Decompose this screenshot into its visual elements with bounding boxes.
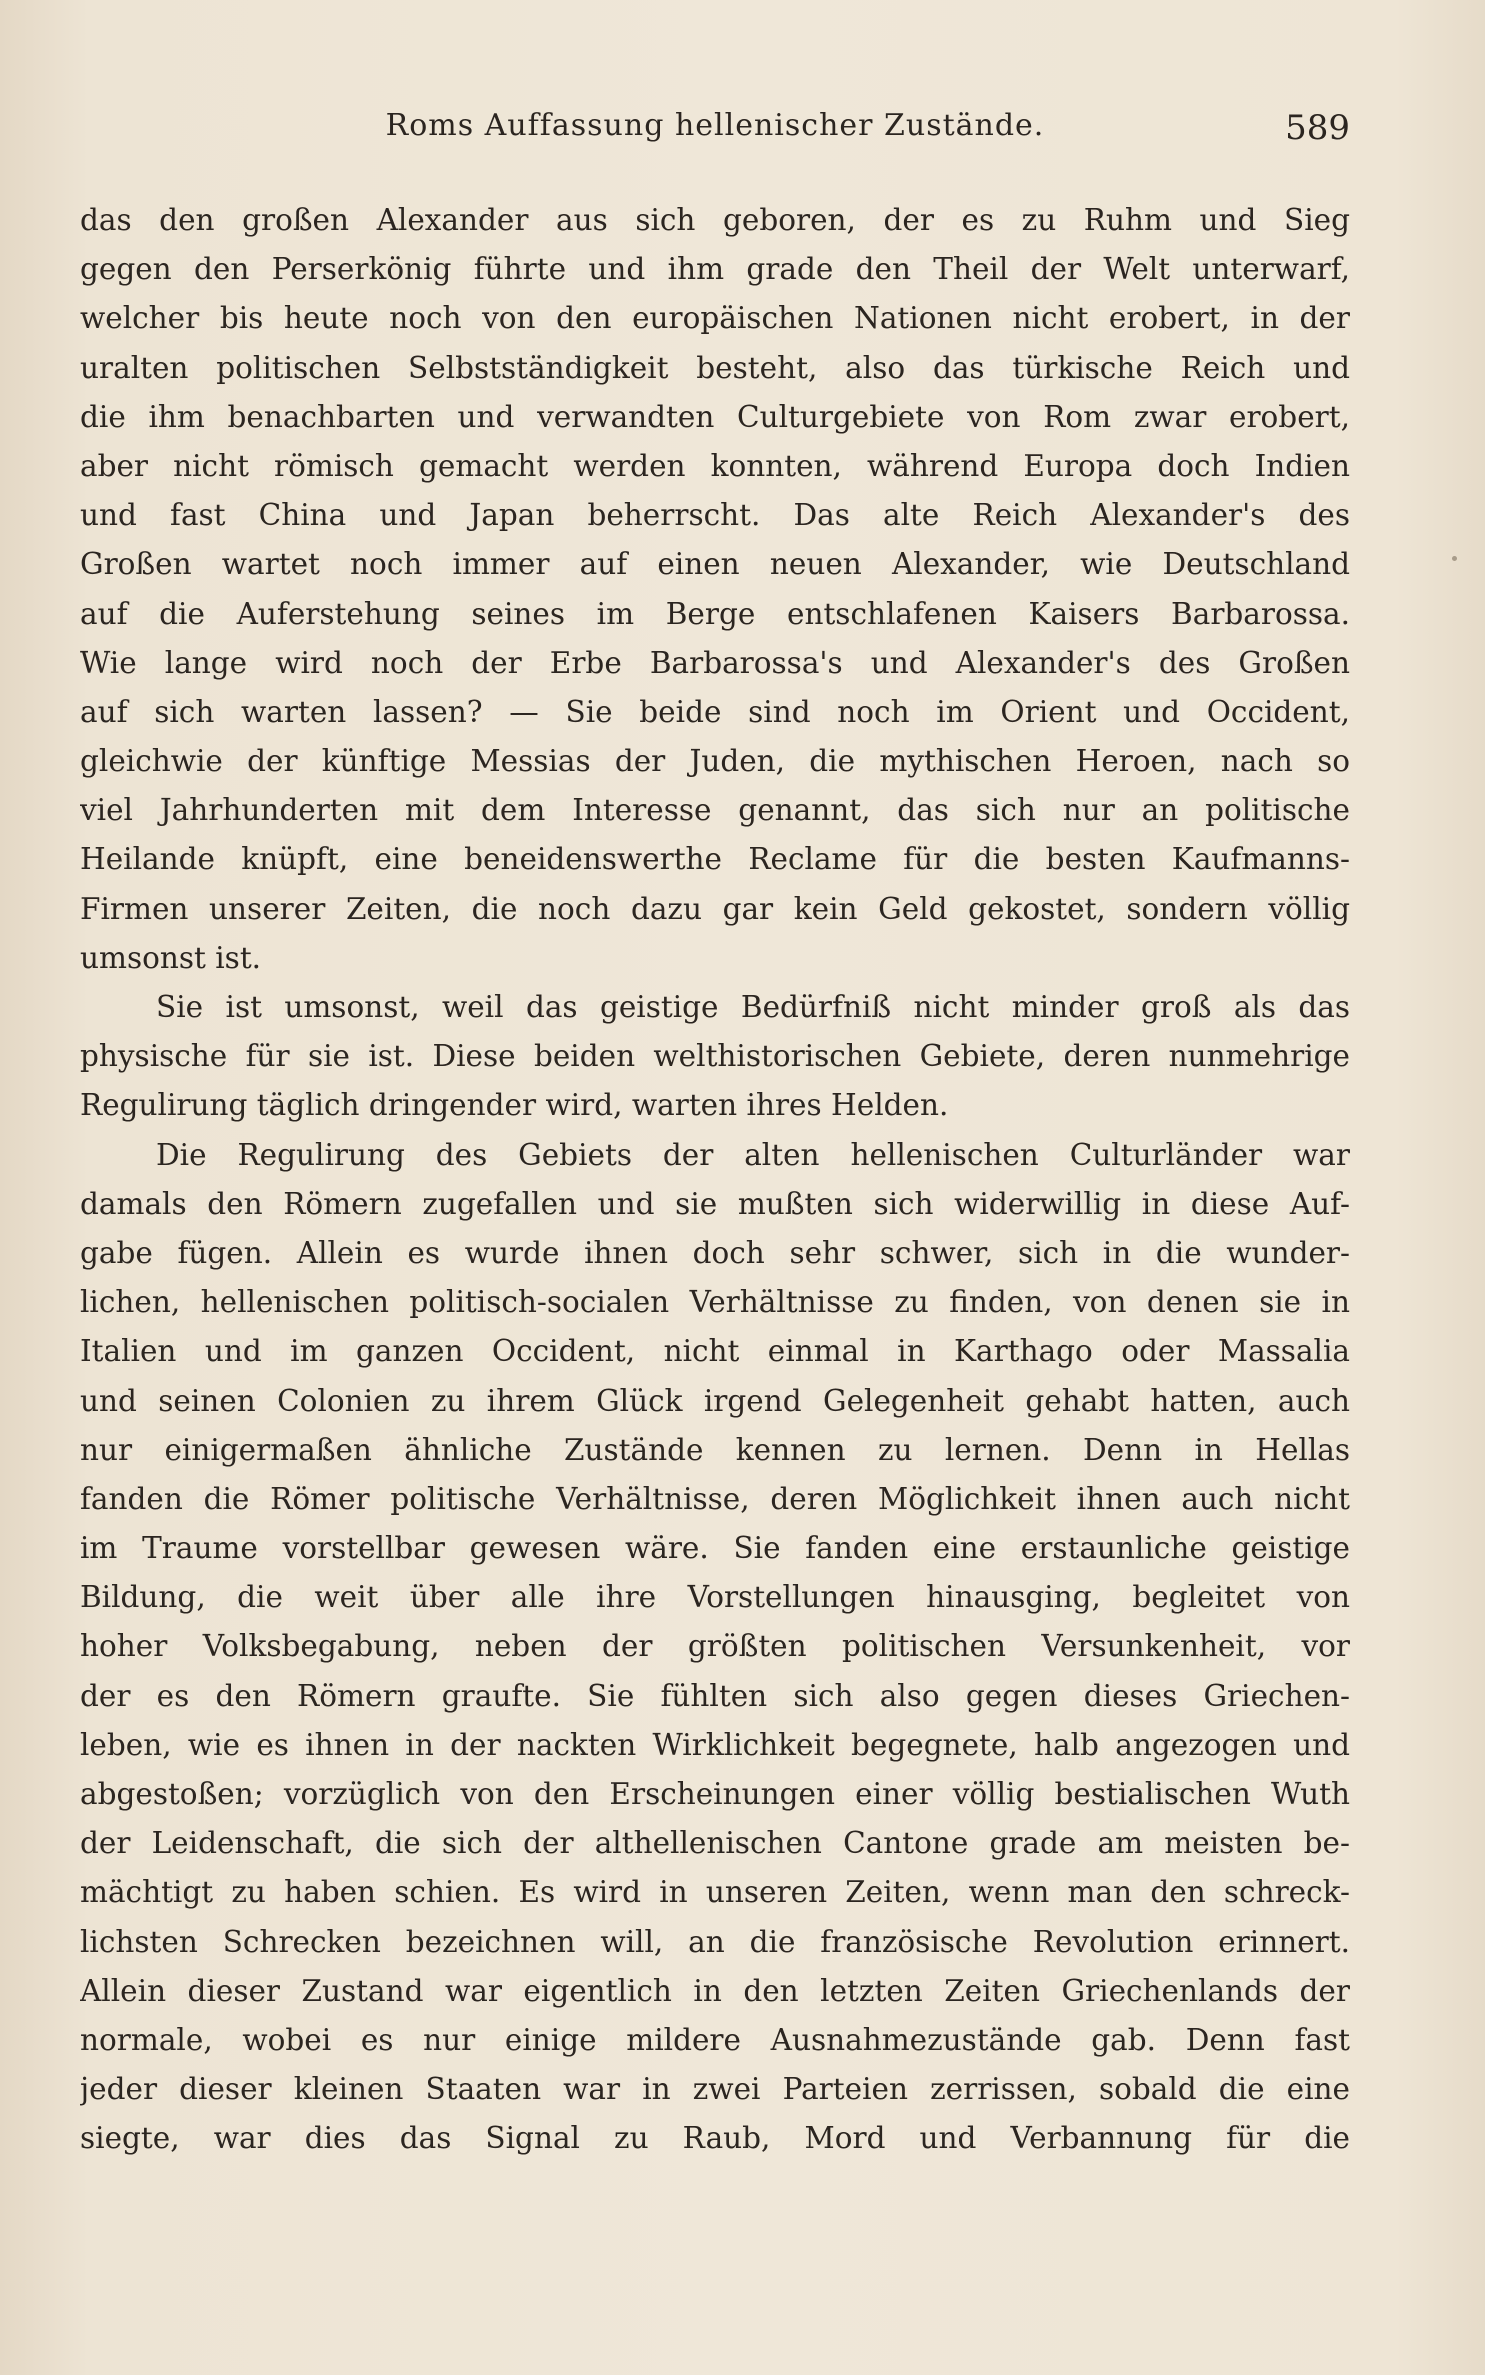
text-line: lichen, hellenischen politisch-socialen Verhältnisse zu finden, von denen sie in <box>80 1285 1350 1320</box>
text-line: das den großen Alexander aus sich geboren, der es zu Ruhm und Sieg <box>80 203 1350 237</box>
text-line: physische für sie ist. Diese beiden welthistorischen Gebiete, deren nunmehrige <box>80 1039 1350 1074</box>
paragraph-end-line: Regulirung täglich dringender wird, warten ihres Helden. <box>80 1088 949 1123</box>
page-number: 589 <box>1285 108 1350 148</box>
text-line: jeder dieser kleinen Staaten war in zwei Parteien zerrissen, sobald die eine <box>80 2072 1350 2107</box>
text-line: gabe fügen. Allein es wurde ihnen doch sehr schwer, sich in die wunder- <box>80 1235 1350 1270</box>
running-head <box>80 108 1350 156</box>
text-line: und fast China und Japan beherrscht. Das alte Reich Alexander's des <box>80 498 1350 533</box>
text-line: normale, wobei es nur einige mildere Ausnahmezustände gab. Denn fast <box>80 2022 1350 2057</box>
body-text <box>80 196 1350 2164</box>
text-line: gegen den Perserkönig führte und ihm grade den Theil der Welt unterwarf, <box>80 252 1350 287</box>
text-line: Italien und im ganzen Occident, nicht einmal in Karthago oder Massalia <box>80 1334 1350 1369</box>
text-line: siegte, war dies das Signal zu Raub, Mord und Verbannung für die <box>80 2121 1350 2156</box>
running-title: Roms Auffassung hellenischer Zustände. <box>385 108 1045 143</box>
text-line: Großen wartet noch immer auf einen neuen Alexander, wie Deutschland <box>80 547 1350 582</box>
text-line: Wie lange wird noch der Erbe Barbarossa's und Alexander's des Großen <box>80 645 1350 680</box>
paragraph-start-line: Sie ist umsonst, weil das geistige Bedürfniß nicht minder groß als das <box>156 990 1350 1024</box>
text-line: Firmen unserer Zeiten, die noch dazu gar kein Geld gekostet, sondern völlig <box>80 891 1350 926</box>
paragraph-start-line: Die Regulirung des Gebiets der alten hellenischen Culturländer war <box>156 1137 1350 1172</box>
text-line: lichsten Schrecken bezeichnen will, an die französische Revolution erinnert. <box>80 1924 1350 1959</box>
text-line: der es den Römern graufte. Sie fühlten sich also gegen dieses Griechen- <box>80 1678 1350 1713</box>
paragraph-end-line: umsonst ist. <box>80 940 262 975</box>
text-line: die ihm benachbarten und verwandten Culturgebiete von Rom zwar erobert, <box>80 399 1350 434</box>
text-line: leben, wie es ihnen in der nackten Wirklichkeit begegnete, halb angezogen und <box>80 1727 1350 1762</box>
text-line: mächtigt zu haben schien. Es wird in unseren Zeiten, wenn man den schreck- <box>80 1875 1350 1910</box>
text-line: damals den Römern zugefallen und sie mußten sich widerwillig in diese Auf- <box>80 1186 1350 1221</box>
text-line: welcher bis heute noch von den europäischen Nationen nicht erobert, in der <box>80 301 1350 336</box>
text-line: im Traume vorstellbar gewesen wäre. Sie fanden eine erstaunliche geistige <box>80 1531 1350 1566</box>
text-line: gleichwie der künftige Messias der Juden, die mythischen Heroen, nach so <box>80 744 1350 779</box>
text-line: auf die Auferstehung seines im Berge entschlafenen Kaisers Barbarossa. <box>80 596 1350 631</box>
text-line: uralten politischen Selbstständigkeit besteht, also das türkische Reich und <box>80 350 1350 385</box>
text-line: auf sich warten lassen? — Sie beide sind noch im Orient und Occident, <box>80 694 1350 729</box>
text-line: Bildung, die weit über alle ihre Vorstellungen hinausging, begleitet von <box>80 1580 1350 1615</box>
text-line: abgestoßen; vorzüglich von den Erscheinungen einer völlig bestialischen Wuth <box>80 1777 1350 1811</box>
text-line: der Leidenschaft, die sich der althellenischen Cantone grade am meisten be- <box>80 1826 1350 1861</box>
text-line: nur einigermaßen ähnliche Zustände kennen zu lernen. Denn in Hellas <box>80 1432 1350 1467</box>
text-line: fanden die Römer politische Verhältnisse, deren Möglichkeit ihnen auch nicht <box>80 1481 1350 1516</box>
text-line: Allein dieser Zustand war eigentlich in den letzten Zeiten Griechenlands der <box>80 1973 1350 2008</box>
text-line: viel Jahrhunderten mit dem Interesse genannt, das sich nur an politische <box>80 793 1350 828</box>
text-line: hoher Volksbegabung, neben der größten politischen Versunkenheit, vor <box>80 1629 1350 1664</box>
margin-speck <box>1452 556 1457 561</box>
text-line: aber nicht römisch gemacht werden konnten, während Europa doch Indien <box>80 448 1350 483</box>
text-line: Heilande knüpft, eine beneidenswerthe Reclame für die besten Kaufmanns- <box>80 842 1350 877</box>
text-line: und seinen Colonien zu ihrem Glück irgend Gelegenheit gehabt hatten, auch <box>80 1383 1350 1418</box>
